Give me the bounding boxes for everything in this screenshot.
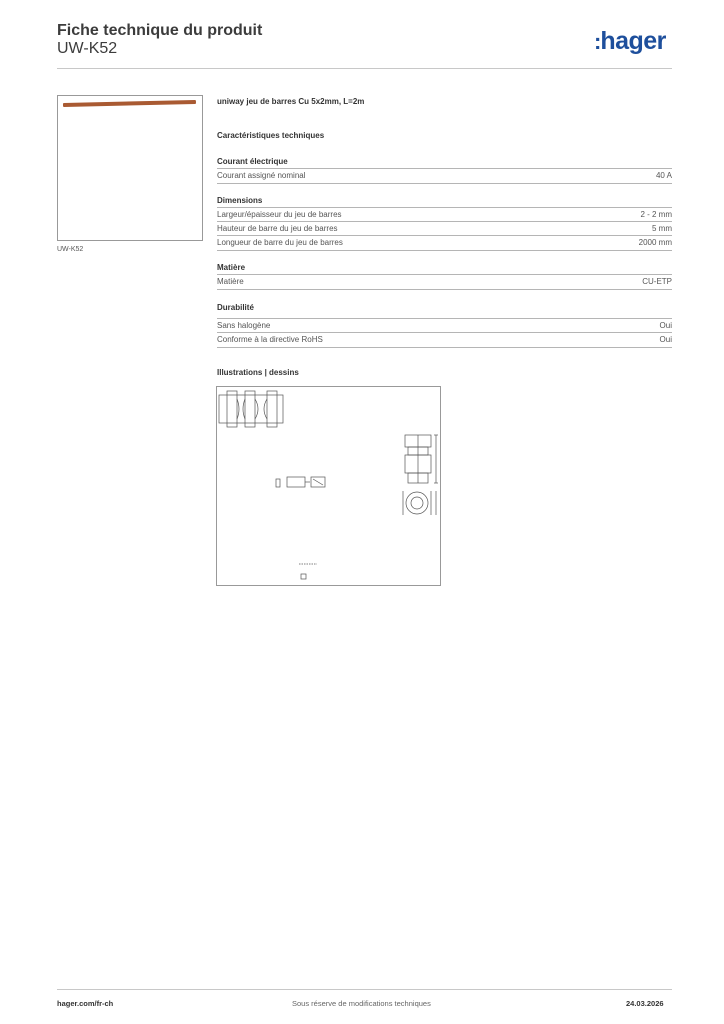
technical-drawing-svg xyxy=(217,387,440,585)
spec-value: 2 - 2 mm xyxy=(640,210,672,219)
spec-row xyxy=(217,221,672,236)
header-divider xyxy=(57,68,672,69)
spec-label: Hauteur de barre du jeu de barres xyxy=(217,224,338,233)
technical-drawing xyxy=(216,386,441,586)
spec-row xyxy=(217,332,672,348)
spec-row xyxy=(217,318,672,333)
spec-row xyxy=(217,207,672,222)
specs-heading: Caractéristiques techniques xyxy=(217,131,325,140)
product-image xyxy=(57,95,203,241)
small-part xyxy=(276,479,280,487)
spec-label: Conforme à la directive RoHS xyxy=(217,335,323,344)
footer-divider xyxy=(57,989,672,990)
section-title-current: Courant électrique xyxy=(217,157,288,166)
product-reference: UW-K52 xyxy=(57,40,118,57)
spec-value: 40 A xyxy=(655,171,672,180)
product-image-caption: UW-K52 xyxy=(57,246,84,253)
spec-value: 5 mm xyxy=(652,224,672,233)
spec-value: 2000 mm xyxy=(638,238,672,247)
logo-dots: : xyxy=(594,29,601,54)
scale-marker xyxy=(301,574,306,579)
busbar-image xyxy=(63,100,196,107)
spec-row xyxy=(217,274,672,290)
spec-label: Sans halogène xyxy=(217,321,271,330)
spec-value: Oui xyxy=(659,335,672,344)
spec-label: Courant assigné nominal xyxy=(217,171,306,180)
page-title: Fiche technique du produit xyxy=(57,22,263,39)
profile-outline xyxy=(219,395,283,423)
section-title-durability: Durabilité xyxy=(217,303,254,312)
section-title-dimensions: Dimensions xyxy=(217,196,263,205)
spec-label: Longueur de barre du jeu de barres xyxy=(217,238,343,247)
spec-value: CU-ETP xyxy=(642,277,672,286)
hager-logo[interactable] xyxy=(594,27,666,56)
spec-value: Oui xyxy=(659,321,672,330)
spec-label: Largeur/épaisseur du jeu de barres xyxy=(217,210,342,219)
illustrations-heading: Illustrations | dessins xyxy=(217,368,299,377)
spec-row xyxy=(217,235,672,251)
footer-notice: Sous réserve de modifications techniques xyxy=(292,999,431,1008)
footer-website-link[interactable]: hager.com/fr-ch xyxy=(57,999,114,1008)
section-title-material: Matière xyxy=(217,263,246,272)
logo-text: hager xyxy=(600,27,666,55)
spec-row xyxy=(217,168,672,184)
round-view xyxy=(406,492,428,514)
spec-label: Matière xyxy=(217,277,244,286)
product-description: uniway jeu de barres Cu 5x2mm, L=2m xyxy=(217,97,365,106)
footer-date: 24.03.2026 xyxy=(626,999,664,1008)
